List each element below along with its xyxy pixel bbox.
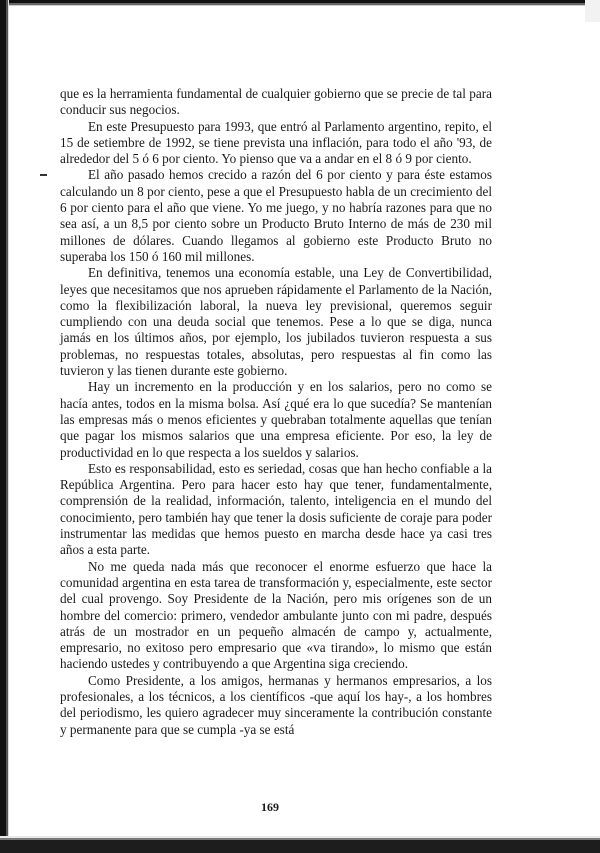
body-text bbox=[60, 86, 492, 738]
paragraph-continuation: que es la herramienta fundamental de cualquier gobierno que se precie de tal para conducir sus negocios. bbox=[60, 86, 492, 118]
paragraph-thanks: Como Presidente, a los amigos, hermanas y hermanos empresarios, a los profesionales, a los técnicos, a los científicos -que aquí los hay-, a los hombres del periodismo, les quiero agradecer muy sinceramente la contribución constante y permanente para que se cumpla -ya se está bbox=[60, 672, 492, 737]
scan-top-edge bbox=[0, 0, 600, 6]
paragraph-stable-economy: En definitiva, tenemos una economía estable, una Ley de Convertibilidad, leyes que necesitamos que nos aprueben rápidamente el Parlamento de la Nación, como la flexibilización laboral, la nueva ley previsional, queremos seguir cumpliendo con una deuda social que tenemos. Pese a lo que se diga, nunca jamás en los últimos años, por ejemplo, los jubilados tuvieron respuesta a sus problemas, no respuestas totales, absolutas, pero respuestas al fin como las tuvieron y las tienen durante este gobierno. bbox=[60, 265, 492, 379]
paragraph-responsibility: Esto es responsabilidad, esto es seriedad, cosas que han hecho confiable a la República Argentina. Pero para hacer esto hay que tener, fundamentalmente, comprensión de la realidad, información, talento, inteligencia en el mundo del conocimiento, pero también hay que tener la dosis suficiente de coraje para poder instrumentar las medidas que hemos puesto en marcha desde hace ya casi tres años a esta parte. bbox=[60, 460, 492, 558]
scan-bottom-edge bbox=[0, 836, 600, 853]
paragraph-growth: El año pasado hemos crecido a razón del 6 por ciento y para éste estamos calculando un 8 por ciento, pese a que el Presupuesto habla de un crecimiento del 6 por ciento para el año que viene. Yo me juego, y no habría razones para que no sea así, a un 8,5 por ciento sobre un Producto Bruto Interno de más de 230 mil millones de dólares. Cuando llegamos al gobierno este Producto Bruto no superaba los 150 ó 160 mil millones. bbox=[60, 167, 492, 264]
paragraph-budget-1993: En este Presupuesto para 1993, que entró al Parlamento argentino, repito, el 15 de setiembre de 1992, se tiene prevista una inflación, para todo el año '93, de alrededor del 5 ó 6 por ciento. Yo pienso que va a andar en el 8 ó 9 por ciento. bbox=[60, 118, 492, 167]
paragraph-community-effort: No me queda nada más que reconocer el enorme esfuerzo que hace la comunidad argentina en esta tarea de transformación y, especialmente, este sector del cual provengo. Soy Presidente de la Nación, pero mis orígenes son de un hombre del comercio: primero, vendedor ambulante junto con mi padre, después atrás de un mostrador en un pequeño almacén de campo y, actualmente, empresario, no exitoso pero empresario que «va tirando», lo mismo que están haciendo ustedes y contribuyendo a que Argentina siga creciendo. bbox=[60, 558, 492, 672]
scan-left-edge bbox=[0, 0, 9, 853]
margin-mark bbox=[40, 174, 47, 176]
page-number: 169 bbox=[261, 800, 279, 814]
paragraph-production-salaries: Hay un incremento en la producción y en los salarios, pero no como se hacía antes, todos en la misma bolsa. Así ¿qué era lo que sucedía? Se mantenían las empresas más o menos eficientes y quebraban totalmente aquellas que tenían que pagar los mismos salarios que una empresa eficiente. Por eso, la ley de productividad en lo que respecta a los sueldos y salarios. bbox=[60, 379, 492, 460]
scan-corner-shade bbox=[585, 0, 600, 22]
